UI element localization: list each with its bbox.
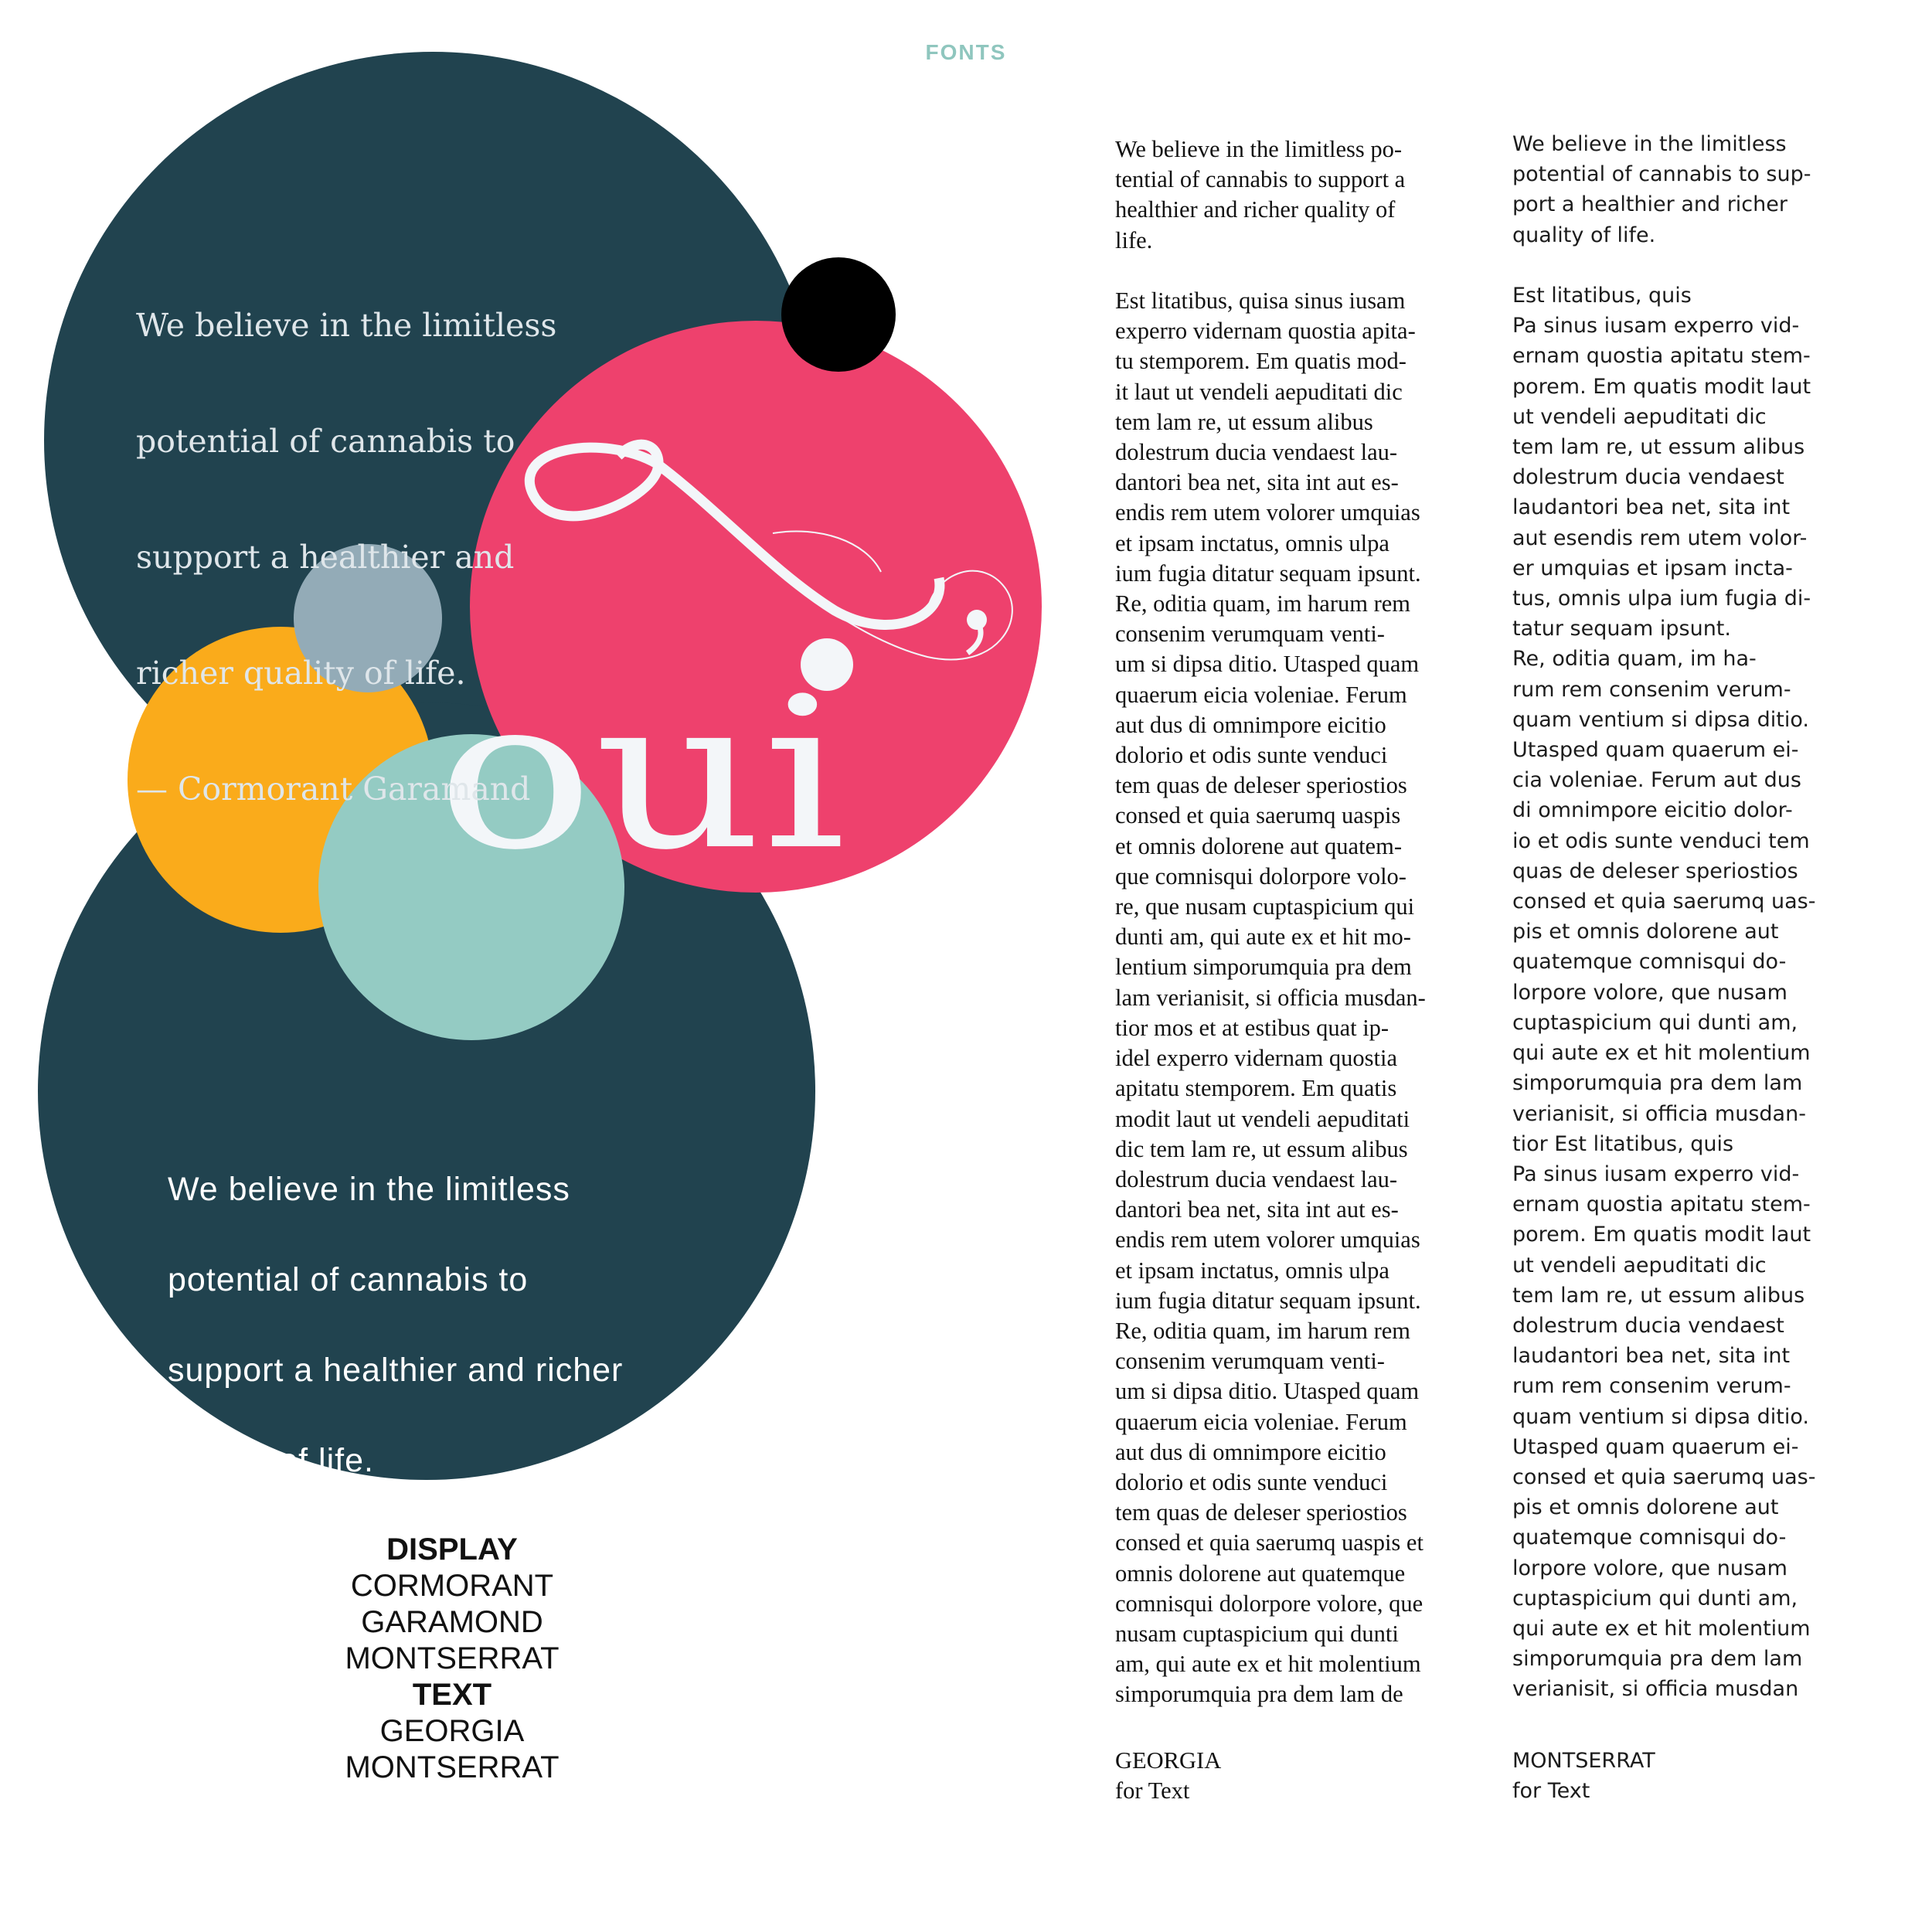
font-name: MONTSERRAT [345, 1750, 560, 1784]
font-name: MONTSERRAT [345, 1641, 560, 1675]
font-name: GARAMOND [361, 1605, 543, 1639]
serif-quote [136, 229, 556, 847]
page-title: FONTS [925, 40, 1007, 64]
font-list [298, 1532, 607, 1786]
serif-quote-line: support a healthier and [136, 539, 515, 576]
georgia-caption: GEORGIA for Text [1115, 1747, 1222, 1804]
sans-quote-attribution: — Montserrat [168, 1532, 379, 1570]
serif-quote-line: We believe in the limitless [136, 307, 557, 344]
display-heading: DISPLAY [386, 1532, 518, 1566]
font-name: GEORGIA [379, 1714, 525, 1748]
oui-glyph: oui [437, 652, 846, 896]
text-heading: TEXT [412, 1678, 492, 1712]
sans-quote-line: support a healthier and richer [168, 1352, 624, 1389]
sans-quote [168, 1114, 623, 1597]
sans-quote-line: We believe in the limitless [168, 1171, 570, 1208]
sans-quote-line: quality of life. [168, 1442, 374, 1479]
montserrat-caption: MONTSERRAT for Text [1512, 1749, 1655, 1804]
georgia-sample-text: We believe in the limitless po- tential of cannabis to support a healthier and richer quality of life. Est litatibus, quisa sinus iusam experro vidernam quostia apita- tu stemporem. Em quatis mod- it laut ut vendeli aepuditati dic tem lam re, ut essum alibus dolestrum ducia vendaest lau- dantori bea net, sita int aut es- endis rem utem volorer umquias et ipsam inctatus, omnis ulpa ium fugia ditatur sequam ipsunt. Re, oditia quam, im harum rem consenim verumquam venti- um si dipsa ditio. Utasped quam quaerum eicia voleniae. Ferum aut dus di omnimpore eicitio dolorio et odis sunte venduci tem quas de deleser speriostios consed et quia saerumq uaspis et omnis dolorene aut quatem- que comnisqui dolorpore volo- re, que nusam cuptaspicium qui dunti am, qui aute ex et hit mo- lentium simporumquia pra dem lam verianisit, si officia musdan- tior mos et at estibus quat ip- idel experro vidernam quostia apitatu stemporem. Em quatis modit laut ut vendeli aepuditati dic tem lam re, ut essum alibus dolestrum ducia vendaest lau- dantori bea net, sita int aut es- endis rem utem volorer umquias et ipsam inctatus, omnis ulpa ium fugia ditatur sequam ipsunt. Re, oditia quam, im harum rem consenim verumquam venti- um si dipsa ditio. Utasped quam quaerum eicia voleniae. Ferum aut dus di omnimpore eicitio dolorio et odis sunte venduci tem quas de deleser speriostios consed et quia saerumq uaspis et omnis dolorene aut quatemque comnisqui dolorpore volore, que nusam cuptaspicium qui dunti am, qui aute ex et hit molentium simporumquia pra dem lam de [1115, 136, 1426, 1708]
montserrat-sample-text: We believe in the limitless potential of cannabis to sup- port a healthier and richer quality of life. Est litatibus, quis Pa sinus iusam experro vid- ernam quostia apitatu stem- porem. Em quatis modit laut ut vendeli aepuditati dic tem lam re, ut essum alibus dolestrum ducia vendaest laudantori bea net, sita int aut esendis rem utem volor- er umquias et ipsam incta- tus, omnis ulpa ium fugia di- tatur sequam ipsunt. Re, oditia quam, im ha- rum rem consenim verum- quam ventium si dipsa ditio. Utasped quam quaerum ei- cia voleniae. Ferum aut dus di omnimpore eicitio dolor- io et odis sunte venduci tem quas de deleser speriostios consed et quia saerumq uas- pis et omnis dolorene aut quatemque comnisqui do- lorpore volore, que nusam cuptaspicium qui dunti am, qui aute ex et hit molentium simporumquia pra dem lam verianisit, si officia musdan- tior Est litatibus, quis Pa sinus iusam experro vid- ernam quostia apitatu stem- porem. Em quatis modit laut ut vendeli aepuditati dic tem lam re, ut essum alibus dolestrum ducia vendaest laudantori bea net, sita int rum rem consenim verum- quam ventium si dipsa ditio. Utasped quam quaerum ei- consed et quia saerumq uas- pis et omnis dolorene aut quatemque comnisqui do- lorpore volore, que nusam cuptaspicium qui dunti am, qui aute ex et hit molentium simporumquia pra dem lam verianisit, si officia musdan [1512, 132, 1816, 1702]
serif-quote-attribution: — Cormorant Garamand [136, 770, 531, 808]
serif-quote-line: potential of cannabis to [136, 423, 515, 460]
sans-quote-line: potential of cannabis to [168, 1261, 529, 1298]
font-name: CORMORANT [350, 1569, 554, 1603]
black-circle [781, 257, 896, 372]
serif-quote-line: richer quality of life. [136, 655, 466, 692]
